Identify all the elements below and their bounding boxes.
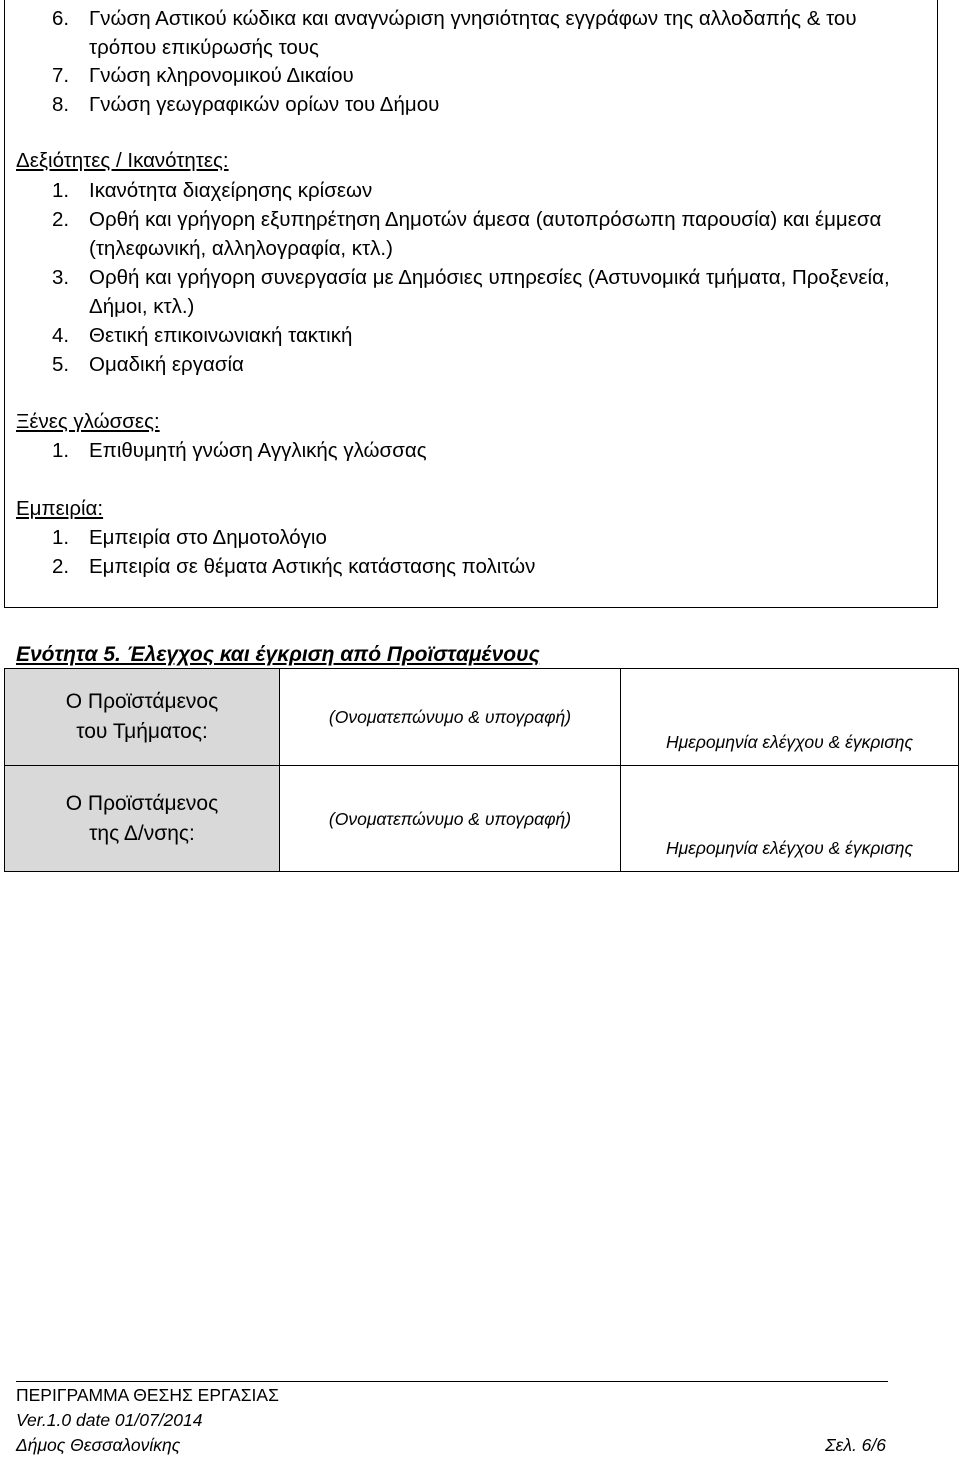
approval-table [4, 668, 959, 872]
signature-placeholder: (Ονοματεπώνυμο & υπογραφή) [328, 808, 572, 829]
list-number: 1. [52, 179, 70, 202]
list-text-continued: Δήμοι, κτλ.) [89, 295, 195, 318]
list-text: Γνώση κληρονομικού Δικαίου [89, 64, 354, 87]
list-text: Εμπειρία στο Δημοτολόγιο [89, 526, 327, 549]
list-text-continued: τρόπου επικύρωσής τους [89, 36, 319, 59]
signature-cell [280, 669, 621, 766]
list-text: Ορθή και γρήγορη συνεργασία με Δημόσιες υπηρεσίες (Αστυνομικά τμήματα, Προξενεία, [89, 266, 890, 289]
list-number: 6. [52, 7, 70, 30]
list-number: 7. [52, 64, 70, 87]
list-text: Θετική επικοινωνιακή τακτική [89, 324, 353, 347]
list-number: 1. [52, 526, 70, 549]
footer-divider [16, 1381, 888, 1382]
experience-heading: Εμπειρία: [16, 497, 104, 520]
table-row [5, 766, 959, 872]
role-line: του Τμήματος: [76, 720, 208, 743]
list-number: 8. [52, 93, 70, 116]
list-text: Εμπειρία σε θέματα Αστικής κατάστασης πολιτών [89, 555, 536, 578]
section-title: Ενότητα 5. Έλεγχος και έγκριση από Προϊσταμένους [16, 643, 540, 666]
list-text: Γνώση γεωγραφικών ορίων του Δήμου [89, 93, 440, 116]
signature-placeholder: (Ονοματεπώνυμο & υπογραφή) [328, 707, 572, 727]
list-text: Γνώση Αστικού κώδικα και αναγνώριση γνησιότητας εγγράφων της αλλοδαπής & του [89, 7, 857, 30]
skills-heading: Δεξιότητες / Ικανότητες: [16, 149, 229, 172]
date-placeholder: Ημερομηνία ελέγχου & έγκρισης [665, 732, 914, 752]
footer-version: Ver.1.0 date 01/07/2014 [16, 1410, 203, 1430]
date-cell [621, 669, 959, 766]
list-text: Ικανότητα διαχείρησης κρίσεων [89, 179, 373, 202]
languages-heading: Ξένες γλώσσες: [16, 410, 160, 433]
role-cell [5, 669, 280, 766]
list-number: 2. [52, 555, 70, 578]
footer-org: Δήμος Θεσσαλονίκης [16, 1435, 181, 1455]
list-number: 3. [52, 266, 70, 289]
date-cell [621, 766, 959, 872]
role-cell [5, 766, 280, 872]
role-line: Ο Προϊστάμενος [65, 690, 219, 713]
list-text: Επιθυμητή γνώση Αγγλικής γλώσσας [89, 439, 427, 462]
list-text: Ορθή και γρήγορη εξυπηρέτηση Δημοτών άμεσα (αυτοπρόσωπη παρουσία) και έμμεσα [89, 208, 882, 231]
list-number: 2. [52, 208, 70, 231]
signature-cell [280, 766, 621, 872]
table-row [5, 669, 959, 766]
list-number: 5. [52, 353, 70, 376]
role-line: της Δ/νσης: [89, 821, 195, 845]
footer-doc-title: ΠΕΡΙΓΡΑΜΜΑ ΘΕΣΗΣ ΕΡΓΑΣΙΑΣ [16, 1385, 279, 1405]
date-placeholder: Ημερομηνία ελέγχου & έγκρισης [665, 838, 914, 858]
list-number: 1. [52, 439, 70, 462]
list-text-continued: (τηλεφωνική, αλληλογραφία, κτλ.) [89, 237, 393, 260]
footer-page-number: Σελ. 6/6 [825, 1435, 886, 1455]
list-number: 4. [52, 324, 70, 347]
role-line: Ο Προϊστάμενος [65, 791, 219, 815]
list-text: Ομαδική εργασία [89, 353, 244, 376]
